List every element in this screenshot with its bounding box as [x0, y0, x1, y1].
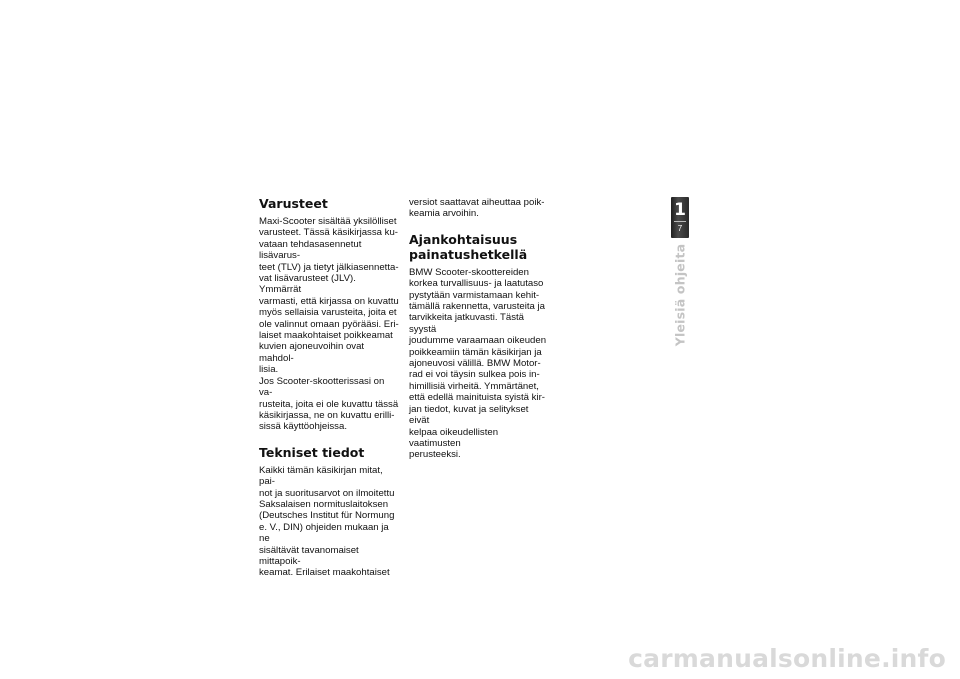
paragraph-ajankohtaisuus: BMW Scooter-skoottereiden korkea turvallisuus- ja laatutaso pystytään varmistamaan kehit- tämällä rakennetta, varusteita ja tarvikkeita jatkuvasti. Tästä syystä joudumme varaamaan oikeuden poikkeamiin tämän käsikirjan ja ajoneuvosi välillä. BMW Motor- rad ei voi täysin sulkea pois in- himillisiä virheitä. Ymmärtänet, että edellä mainituista syistä kir- jan tiedot, kuvat ja selitykset eivät kelpaa oikeudellisten vaatimusten perusteeksi.: [409, 266, 547, 461]
heading-tekniset-tiedot: Tekniset tiedot: [259, 444, 365, 460]
page-number: 7: [677, 224, 683, 233]
paragraph-varusteet-intro: Maxi-Scooter sisältää yksilölliset varusteet. Tässä käsikirjassa ku- vataan tehdasasennetut lisävarus- teet (TLV) ja tietyt jälkiasennetta- vat lisävarusteet (JLV). Ymmärrät varmasti, että kirjassa on kuvattu myös sellaisia varusteita, joita et ole valinnut omaan pyörääsi. Eri- laiset maakohtaiset poikkeamat kuvien ajoneuvoihin ovat mahdol- lisia.: [259, 216, 399, 376]
chapter-tab: [671, 197, 689, 238]
paragraph-varusteet-separate-manuals: Jos Scooter-skootterissasi on va- rusteita, joita ei ole kuvattu tässä käsikirjassa, ne on kuvattu erilli- sissä käyttöohjeissa.: [259, 375, 399, 433]
paragraph-tekniset-tiedot: Kaikki tämän käsikirjan mitat, pai- not ja suoritusarvot on ilmoitettu Saksalaisen normituslaitoksen (Deutsches Institut für Normung e. V., DIN) ohjeiden mukaan ja ne sisältävät tavanomaiset mittapoik- keamat. Erilaiset maakohtaiset: [259, 464, 395, 579]
heading-ajankohtaisuus: Ajankohtaisuus painatushetkellä: [409, 231, 528, 262]
chapter-divider: [674, 221, 686, 222]
right-text-column: [409, 197, 549, 461]
heading-varusteet: Varusteet: [259, 196, 328, 211]
paragraph-continued: versiot saattavat aiheuttaa poik- keamia arvoihin.: [409, 197, 545, 220]
chapter-number: 1: [674, 200, 686, 220]
watermark: carmanualsonline.info: [628, 644, 946, 673]
left-text-column: [259, 196, 399, 579]
section-title-vertical: Yleisiä ohjeita: [672, 243, 688, 347]
